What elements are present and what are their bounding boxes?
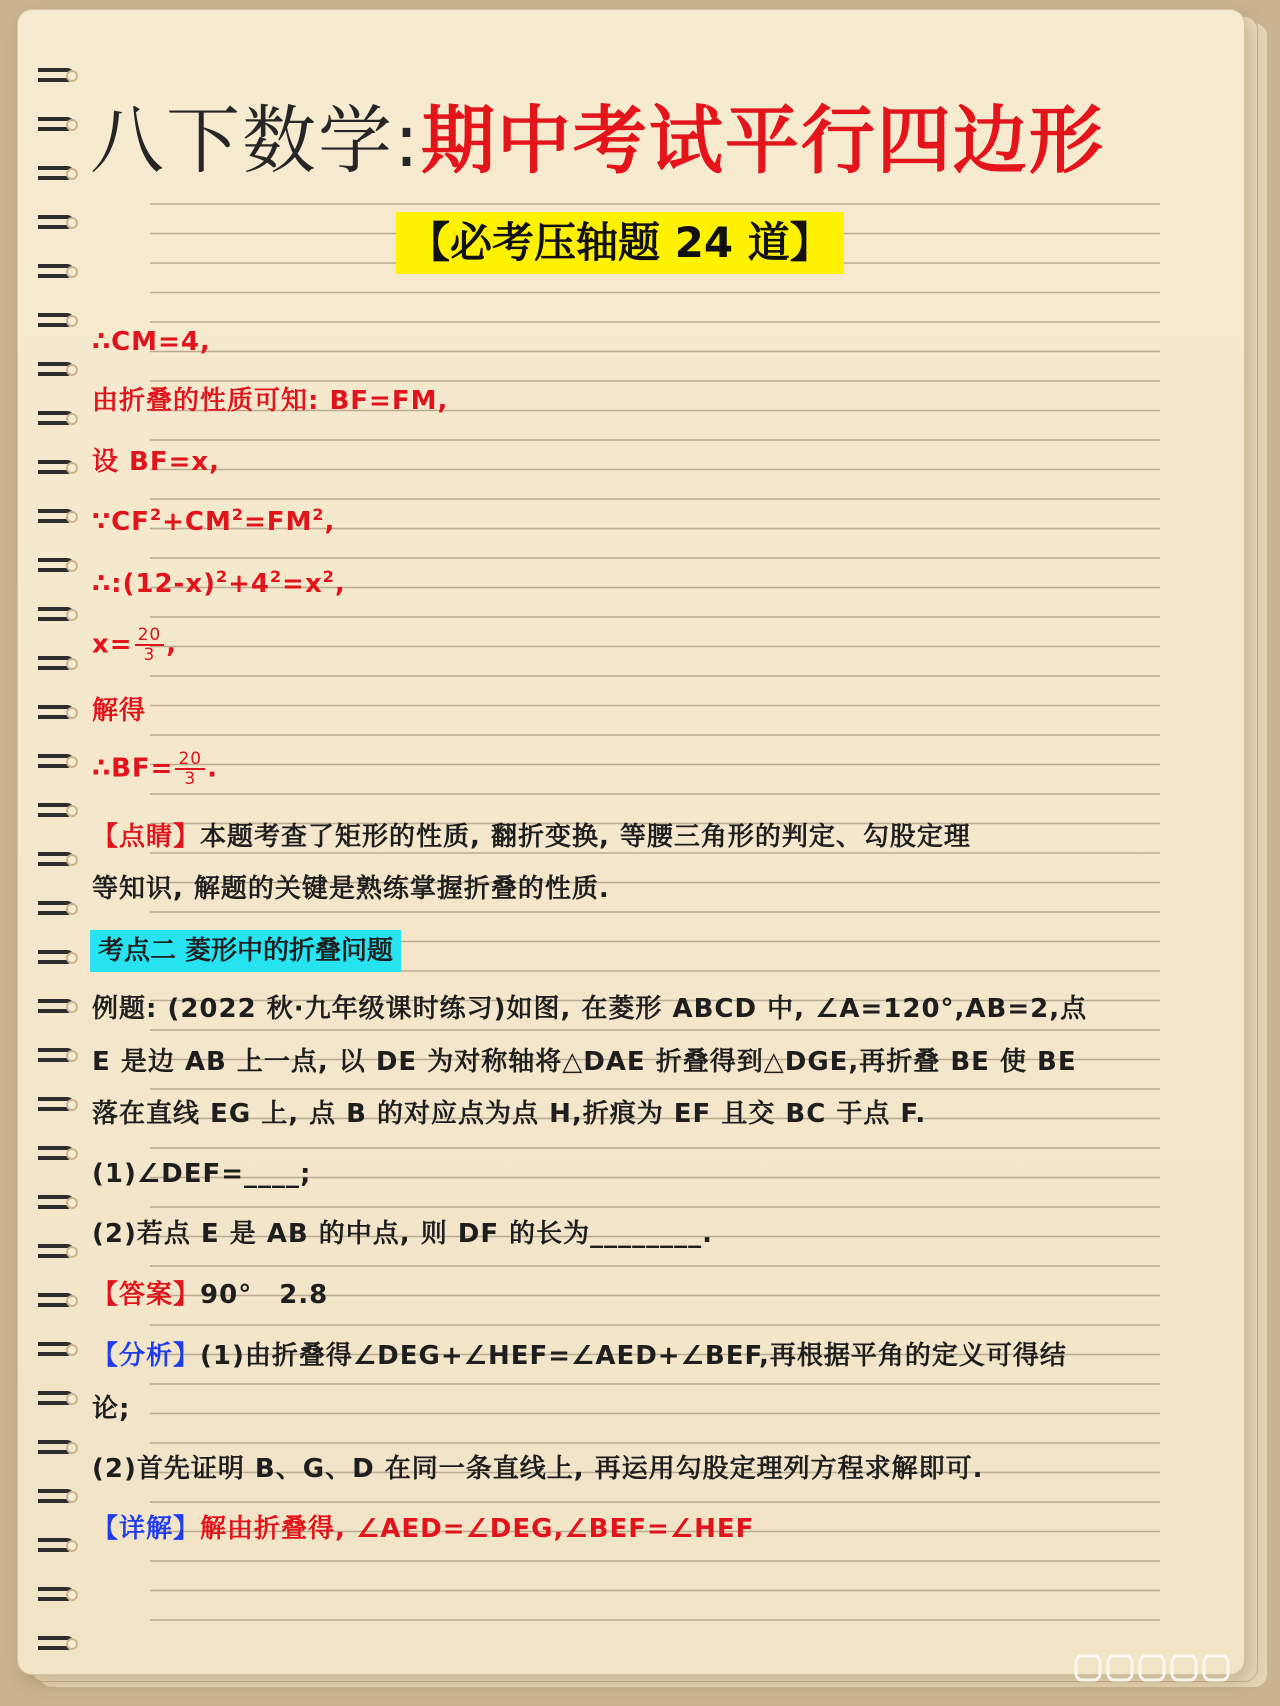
exponent: 2	[312, 505, 325, 524]
spiral-ring	[36, 993, 80, 1019]
spiral-ring	[36, 1189, 80, 1215]
spiral-ring	[36, 1434, 80, 1460]
expr-part: ∵CF	[92, 507, 150, 537]
spiral-ring	[36, 895, 80, 921]
analysis-text: (1)由折叠得∠DEG+∠HEF=∠AED+∠BEF,再根据平角的定义可得结	[200, 1341, 1067, 1371]
fraction-numerator: 20	[175, 750, 205, 770]
spiral-ring	[36, 748, 80, 774]
spiral-ring	[36, 258, 80, 284]
spiral-ring	[36, 405, 80, 431]
fraction-numerator: 20	[135, 626, 165, 646]
spiral-ring	[36, 1532, 80, 1558]
expr-part: +CM	[162, 507, 232, 537]
exponent: 2	[149, 505, 163, 524]
section-heading: 考点二 菱形中的折叠问题	[90, 930, 401, 972]
spiral-ring	[36, 1042, 80, 1068]
spiral-ring	[36, 1140, 80, 1166]
exponent: 2	[270, 567, 283, 586]
expr-part: =FM	[243, 507, 313, 537]
spiral-ring	[36, 846, 80, 872]
spiral-ring	[36, 552, 80, 578]
spiral-ring	[36, 1287, 80, 1313]
question-1: (1)∠DEF=____;	[92, 1159, 312, 1189]
spiral-ring	[36, 307, 80, 333]
expr-part: +4	[228, 569, 271, 599]
exponent: 2	[231, 505, 244, 524]
signature-glyphs	[1072, 1648, 1252, 1688]
expr-part: ,	[324, 507, 336, 537]
fraction	[135, 626, 165, 664]
fraction-denominator: 3	[143, 645, 156, 665]
spiral-ring	[36, 1091, 80, 1117]
expr-part: ,	[334, 569, 346, 599]
solution-line-8	[92, 750, 218, 788]
answer-line	[92, 1278, 328, 1312]
question-2: (2)若点 E 是 AB 的中点, 则 DF 的长为________.	[92, 1219, 714, 1249]
expr-part: =x	[282, 569, 323, 599]
analysis-tag: 【分析】	[92, 1341, 201, 1371]
spiral-ring	[36, 650, 80, 676]
solution-line-6	[92, 626, 177, 664]
detail-text: 解由折叠得, ∠AED=∠DEG,∠BEF=∠HEF	[200, 1514, 755, 1544]
spiral-ring	[36, 454, 80, 480]
analysis-line-2: 论;	[92, 1394, 131, 1424]
detail-tag: 【详解】	[92, 1514, 201, 1544]
author-signature-mark	[1072, 1648, 1252, 1688]
spiral-ring	[36, 1336, 80, 1362]
spiral-ring	[36, 209, 80, 235]
expr-part: ,	[166, 629, 178, 660]
solution-line-3: 设 BF=x,	[92, 447, 221, 477]
highlight-banner: 【必考压轴题 24 道】	[396, 212, 844, 274]
analysis-line-3: (2)首先证明 B、G、D 在同一条直线上, 再运用勾股定理列方程求解即可.	[92, 1454, 984, 1484]
expr-part: ∴:(12-x)	[92, 569, 216, 599]
example-line-2: E 是边 AB 上一点, 以 DE 为对称轴将△DAE 折叠得到△DGE,再折叠 BE 使 BE	[92, 1047, 1077, 1077]
spiral-ring	[36, 944, 80, 970]
fraction	[175, 750, 205, 788]
title-subject: 八下数学:	[90, 98, 421, 184]
spiral-ring	[36, 160, 80, 186]
solution-line-4	[92, 505, 335, 539]
solution-line-7: 解得	[92, 696, 147, 726]
exponent: 2	[216, 567, 229, 586]
fraction-denominator: 3	[184, 769, 197, 789]
solution-line-1: ∴CM=4,	[92, 327, 211, 357]
spiral-ring	[36, 111, 80, 137]
comment-tag: 【点睛】	[92, 822, 201, 852]
detail-line	[92, 1512, 754, 1546]
spiral-ring	[36, 62, 80, 88]
page-title	[90, 96, 1105, 186]
example-line-3: 落在直线 EG 上, 点 B 的对应点为点 H,折痕为 EF 且交 BC 于点 F.	[92, 1099, 927, 1129]
spiral-ring	[36, 699, 80, 725]
comment-line-2: 等知识, 解题的关键是熟练掌握折叠的性质.	[92, 874, 610, 904]
comment-text: 本题考查了矩形的性质, 翻折变换, 等腰三角形的判定、勾股定理	[200, 822, 971, 852]
title-topic: 期中考试平行四边形	[420, 98, 1105, 184]
spiral-ring	[36, 1581, 80, 1607]
exponent: 2	[322, 567, 335, 586]
comment-line-1	[92, 820, 971, 854]
example-line-1: 例题: (2022 秋·九年级课时练习)如图, 在菱形 ABCD 中, ∠A=120°,AB=2,点	[92, 994, 1088, 1024]
expr-part: ∴BF=	[92, 753, 174, 784]
solution-line-5	[92, 567, 346, 601]
solution-line-2: 由折叠的性质可知: BF=FM,	[92, 386, 449, 416]
spiral-ring	[36, 1483, 80, 1509]
analysis-line-1	[92, 1339, 1067, 1373]
spiral-ring	[36, 1238, 80, 1264]
spiral-ring	[36, 1385, 80, 1411]
answer-text: 90° 2.8	[200, 1280, 329, 1310]
expr-part: .	[207, 753, 218, 784]
spiral-ring	[36, 1630, 80, 1656]
answer-tag: 【答案】	[92, 1280, 201, 1310]
spiral-ring	[36, 601, 80, 627]
expr-part: x=	[92, 629, 133, 660]
spiral-ring	[36, 797, 80, 823]
spiral-ring	[36, 503, 80, 529]
spiral-ring	[36, 356, 80, 382]
